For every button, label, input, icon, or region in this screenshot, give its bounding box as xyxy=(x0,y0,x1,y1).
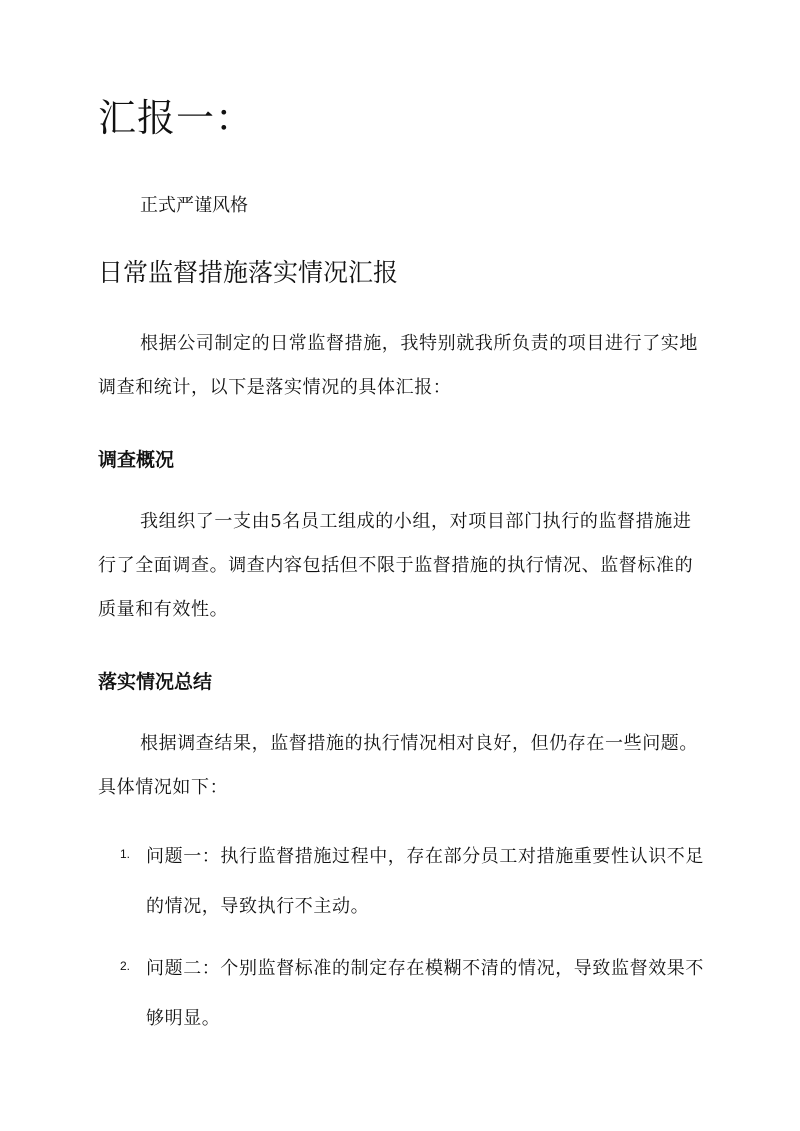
document-title: 日常监督措施落实情况汇报 xyxy=(98,258,399,287)
style-note: 正式严谨风格 xyxy=(140,195,248,216)
list-item-text: 问题二：个别监督标准的制定存在模糊不清的情况，导致监督效果不够明显。 xyxy=(146,958,704,1029)
list-item-text: 问题一：执行监督措施过程中，存在部分员工对措施重要性认识不足的情况，导致执行不主动。 xyxy=(146,846,704,917)
list-number: 2. xyxy=(120,959,131,973)
list-item xyxy=(120,944,710,1044)
summary-paragraph: 根据调查结果，监督措施的执行情况相对良好，但仍存在一些问题。具体情况如下： xyxy=(98,733,698,798)
intro-paragraph: 根据公司制定的日常监督措施，我特别就我所负责的项目进行了实地调查和统计，以下是落实情况的具体汇报： xyxy=(98,333,698,398)
section-heading-summary: 落实情况总结 xyxy=(98,671,213,693)
list-item xyxy=(120,832,710,932)
survey-paragraph: 我组织了一支由5名员工组成的小组，对项目部门执行的监督措施进行了全面调查。调查内容包括但不限于监督措施的执行情况、监督标准的质量和有效性。 xyxy=(98,511,694,620)
report-heading: 汇报一： xyxy=(98,96,255,140)
list-number: 1. xyxy=(120,847,131,861)
section-heading-survey: 调查概况 xyxy=(98,449,175,471)
